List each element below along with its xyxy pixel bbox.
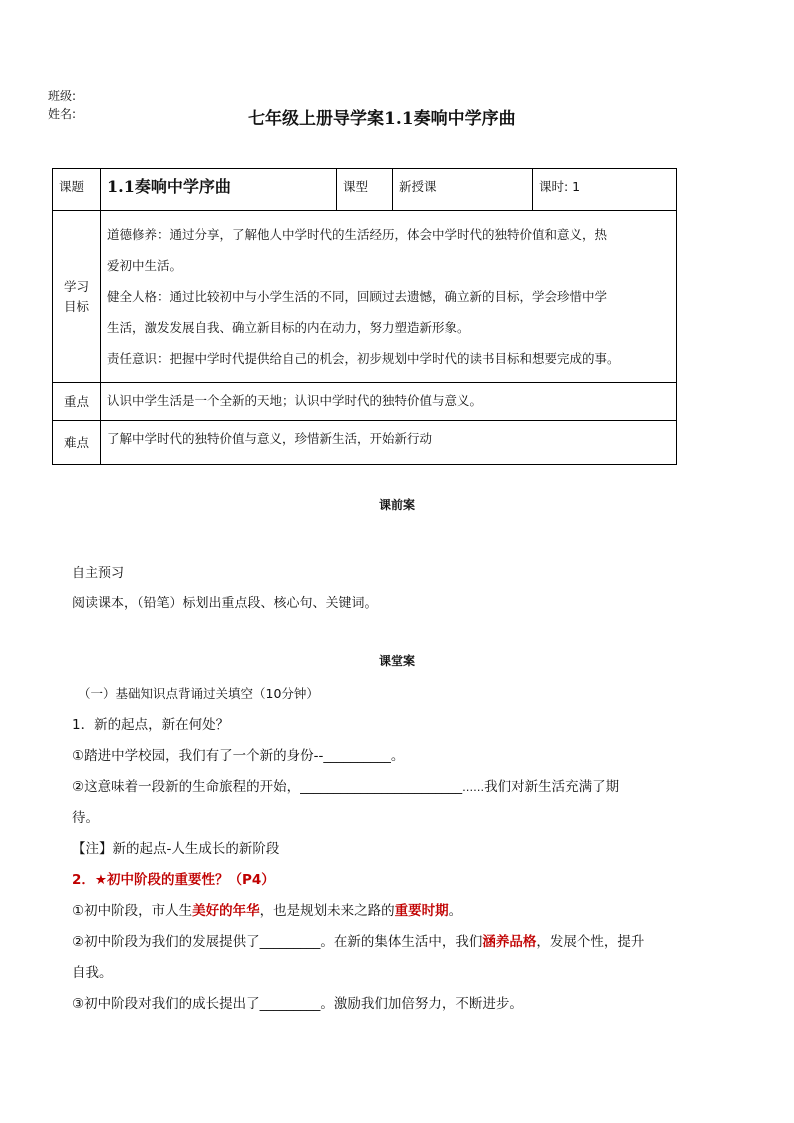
question-2-title: 2．★初中阶段的重要性？（P4） <box>72 872 275 888</box>
question-2-item-c: ③初中阶段对我们的成长提出了_________。激励我们加倍努力，不断进步。 <box>72 996 523 1012</box>
question-1-title: 1．新的起点，新在何处？ <box>72 717 230 733</box>
goal-line: 爱初中生活。 <box>107 258 183 273</box>
type-value: 新授课 <box>393 169 533 211</box>
hours-label: 课时: 1 <box>533 169 677 211</box>
question-2-item-a <box>72 896 732 927</box>
goals-label <box>53 211 101 383</box>
note-line: 【注】新的起点-人生成长的新阶段 <box>72 841 280 857</box>
goal-line: 生活，激发发展自我、确立新目标的内在动力，努力塑造新形象。 <box>107 320 470 335</box>
question-1-item-b-cont: 待。 <box>72 810 99 826</box>
q1b-blank: ________________________ <box>300 779 463 795</box>
q2b-highlight: 涵养品格 <box>482 934 537 950</box>
inclass-heading: 课堂案 <box>378 654 415 668</box>
goal-line: 责任意识：把握中学时代提供给自己的机会，初步规划中学时代的读书目标和想要完成的事。 <box>107 351 620 366</box>
difficulty-value: 了解中学时代的独特价值与意义，珍惜新生活，开始新行动 <box>101 421 677 465</box>
question-2-item-b-cont: 自我。 <box>72 965 113 981</box>
preclass-instruction: 阅读课本，（铅笔）标划出重点段、核心句、关键词。 <box>72 596 378 611</box>
difficulty-label: 难点 <box>53 421 101 465</box>
preclass-heading: 课前案 <box>378 498 415 512</box>
q2a-highlight-2: 重要时期 <box>394 903 449 919</box>
key-point-label: 重点 <box>53 383 101 421</box>
topic-label: 课题 <box>53 169 101 211</box>
q2b-text: ②初中阶段为我们的发展提供了_________。在新的集体生活中，我们 <box>72 934 483 950</box>
document-title: 七年级上册导学案1.1奏响中学序曲 <box>248 109 516 129</box>
class-label: 班级: <box>48 89 77 103</box>
topic-value: 1.1奏响中学序曲 <box>101 169 337 211</box>
q2b-text-2: ，发展个性，提升 <box>536 934 645 950</box>
q1b-ellipsis: …… <box>462 781 485 794</box>
q1b-text: ②这意味着一段新的生命旅程的开始， <box>72 779 301 795</box>
goal-line: 健全人格：通过比较初中与小学生活的不同，回顾过去遗憾，确立新的目标，学会珍惜中学 <box>107 289 608 304</box>
name-label: 姓名: <box>48 107 77 121</box>
key-point-value: 认识中学生活是一个全新的天地；认识中学时代的独特价值与意义。 <box>101 383 677 421</box>
goal-line: 道德修养：通过分享，了解他人中学时代的生活经历，体会中学时代的独特价值和意义，热 <box>107 227 608 242</box>
q2a-text: ①初中阶段，市人生 <box>72 903 193 919</box>
goals-label-line1: 学习 <box>63 278 89 294</box>
type-label: 课型 <box>337 169 393 211</box>
question-1-item-b <box>72 772 732 803</box>
q2a-highlight-1: 美好的年华 <box>192 903 260 919</box>
part-one-heading: （一）基础知识点背诵过关填空（10分钟） <box>78 686 319 701</box>
inclass-content <box>72 710 732 1020</box>
self-study-label: 自主预习 <box>72 566 125 581</box>
q2a-text-2: ，也是规划未来之路的 <box>259 903 395 919</box>
goals-label-line2: 目标 <box>63 298 89 314</box>
question-1-item-a: ①踏进中学校园，我们有了一个新的身份--__________。 <box>72 748 405 764</box>
q2a-text-3: 。 <box>448 903 463 919</box>
goals-content <box>101 211 677 383</box>
lesson-info-table <box>52 168 677 465</box>
q1b-text-end: 我们对新生活充满了期 <box>484 779 620 795</box>
question-2-item-b <box>72 927 732 958</box>
